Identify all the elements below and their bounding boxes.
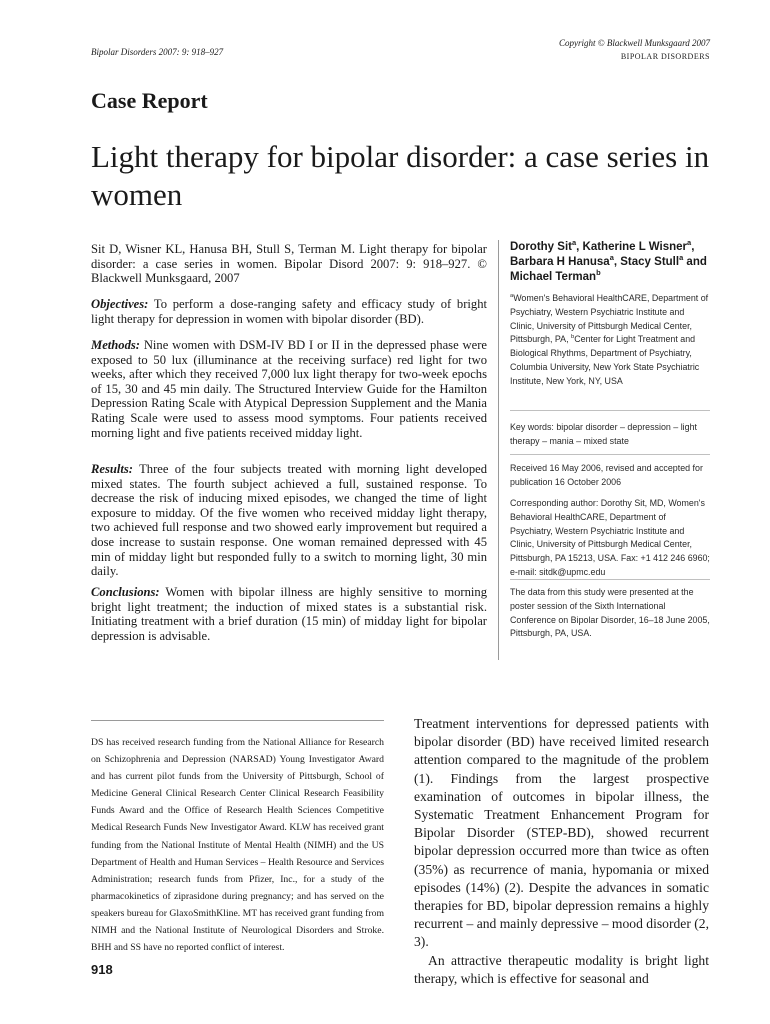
journal-citation: Bipolar Disorders 2007: 9: 918–927 xyxy=(91,47,224,57)
conclusions-heading: Conclusions: xyxy=(91,585,160,599)
abstract-citation xyxy=(91,242,487,286)
correspondence-email: e-mail: sitdk@upmc.edu xyxy=(510,566,606,577)
body-paragraph: An attractive therapeutic modality is bright light therapy, which is effective for seasonal and xyxy=(414,952,709,986)
author-name: Barbara H Hanusa xyxy=(510,256,610,268)
presentation-text: The data from this study were presented at the poster session of the Sixth International Conference on Bipolar Disorder, 16–18 June 2005, Pittsburgh, PA, USA. xyxy=(510,587,710,639)
footnote-rule xyxy=(91,720,384,721)
introduction-body xyxy=(414,715,709,988)
abstract-methods xyxy=(91,338,487,440)
correspondence-text: Corresponding author: Dorothy Sit, MD, Women's Behavioral HealthCARE, Department of Psychiatry, Western Psychiatric Institute and Clinic, University of Pittsburgh Medical Center, Pittsburgh, PA 15213, USA. Fax: +1 412 246 6960; xyxy=(510,498,710,564)
author-name: Dorothy Sit xyxy=(510,241,572,253)
affiliation-mark: a xyxy=(687,238,692,248)
sidebar-divider xyxy=(510,410,710,411)
author-separator: , xyxy=(691,241,695,253)
results-heading: Results: xyxy=(91,462,133,476)
affiliation-mark: a xyxy=(571,238,577,248)
article-title: Light therapy for bipolar disorder: a case series in women xyxy=(91,139,710,212)
affiliation-mark: b xyxy=(596,268,601,278)
affiliation-mark: a xyxy=(679,253,684,263)
author-separator: and xyxy=(683,256,707,268)
author-name: Michael Terman xyxy=(510,271,597,283)
conclusions-text: Women with bipolar illness are highly sensitive to morning bright light treatment; the induction of mixed states is a substantial risk. Initiating treatment with a brief duration (15 min) of midday light for bipolar depression is advisable. xyxy=(91,585,487,643)
sidebar-divider xyxy=(510,579,710,580)
funding-footnote: DS has received research funding from the National Alliance for Research on Schizophrenia and Depression (NARSAD) Young Investigator Award and has current pilot funds from the University of Pittsburgh, School of Medicine General Clinical Research Center Clinical Research Feasibility Funds Award and the Office of Research Health Sciences Competitive Medical Research Funds New Investigator Award. KLW has received grant funding from the National Institute of Mental Health (NIMH) and the US Department of Health and Human Services – Health Resource and Services Administration; research funds from Pfizer, Inc., for a study of the pharmacokinetics of ziprasidone during pregnancy; and has served on the speakers bureau for GlaxoSmithKline. MT has received grant funding from NIMH and the National Institute of Neurological Disorders and Stroke. BHH and SS have no reported conflict of interest. xyxy=(91,737,384,954)
author-separator: , xyxy=(613,256,621,268)
affiliation-mark: a xyxy=(609,253,614,263)
author-name: Stacy Stull xyxy=(620,256,680,268)
received-dates xyxy=(510,462,710,490)
objectives-text: To perform a dose-ranging safety and efficacy study of bright light therapy for depression in women with bipolar disorder (BD). xyxy=(91,297,488,326)
body-paragraph: Treatment interventions for depressed patients with bipolar disorder (BD) have received limited research attention compared to the magnitude of the problem (1). Findings from the largest prospective examination of outcomes in bipolar illness, the Systematic Treatment Enhancement Program for Bipolar Disorder (STEP-BD), showed recurrent bipolar depression occurred more than twice as often (35%) as recurrence of mania, hypomania or mixed episodes (14%) (2). Despite the advances in somatic therapies for BD, bipolar depression remains a highly recurrent – and mainly depressive – mood disorder (2, 3). xyxy=(414,716,709,950)
received-text: Received 16 May 2006, revised and accepted for publication 16 October 2006 xyxy=(510,463,703,487)
affiliations xyxy=(510,292,710,389)
page-number: 918 xyxy=(91,962,113,977)
methods-text: Nine women with DSM-IV BD I or II in the depressed phase were exposed to 50 lux (illuminance at the receiving surface) red light for two weeks, after which they received 7,000 lux light therapy for two-week epochs of 15, 30 and 45 min daily. The Structured Interview Guide for the Hamilton Depression Rating Scale with Atypical Depression Supplement and the Mania Rating Scale were used to assess mood symptoms. Four patients received morning light and five patients received midday light. xyxy=(91,338,487,440)
copyright-notice: Copyright © Blackwell Munksgaard 2007 xyxy=(559,38,710,48)
affiliation-text: Women's Behavioral HealthCARE, Department of Psychiatry, Western Psychiatric Institute and Clinic, University of Pittsburgh Medical Center, Pittsburgh, PA, xyxy=(510,293,709,345)
abstract-conclusions xyxy=(91,585,487,643)
abstract-objectives xyxy=(91,297,487,326)
correspondence xyxy=(510,497,710,580)
column-divider xyxy=(498,240,499,660)
affiliation-mark: a xyxy=(510,293,514,300)
methods-heading: Methods: xyxy=(91,338,140,352)
keywords-text: Key words: bipolar disorder – depression – light therapy – mania – mixed state xyxy=(510,422,697,446)
sidebar-divider xyxy=(510,454,710,455)
author-name: Katherine L Wisner xyxy=(582,241,688,253)
journal-name: BIPOLAR DISORDERS xyxy=(620,52,710,61)
author-separator: , xyxy=(576,241,583,253)
affiliation-mark: b xyxy=(571,334,575,341)
affiliation-text: Center for Light Treatment and Biological Rhythms, Department of Psychiatry, Columbia University, New York State Psychiatric Institute, New York, NY, USA xyxy=(510,334,700,386)
keywords xyxy=(510,421,710,449)
author-list xyxy=(510,240,710,285)
presentation-note xyxy=(510,586,710,641)
objectives-heading: Objectives: xyxy=(91,297,149,311)
results-text: Three of the four subjects treated with morning light developed mixed states. The fourth subject achieved a full, sustained response. To decrease the risk of inducing mixed episodes, we changed the time of light exposure to midday. Of the five women who received midday light therapy, two achieved full response and two showed early improvement but required a dose increase to sustain response. One woman remained depressed with 45 min of midday light but responded fully to a switch to morning light, 30 min daily. xyxy=(91,462,488,579)
abstract-results xyxy=(91,462,487,579)
section-label: Case Report xyxy=(91,88,208,113)
citation-text: Sit D, Wisner KL, Hanusa BH, Stull S, Terman M. Light therapy for bipolar disorder: a case series in women. Bipolar Disord 2007: 9: 918–927. © Blackwell Munksgaard, 2007 xyxy=(91,242,487,286)
